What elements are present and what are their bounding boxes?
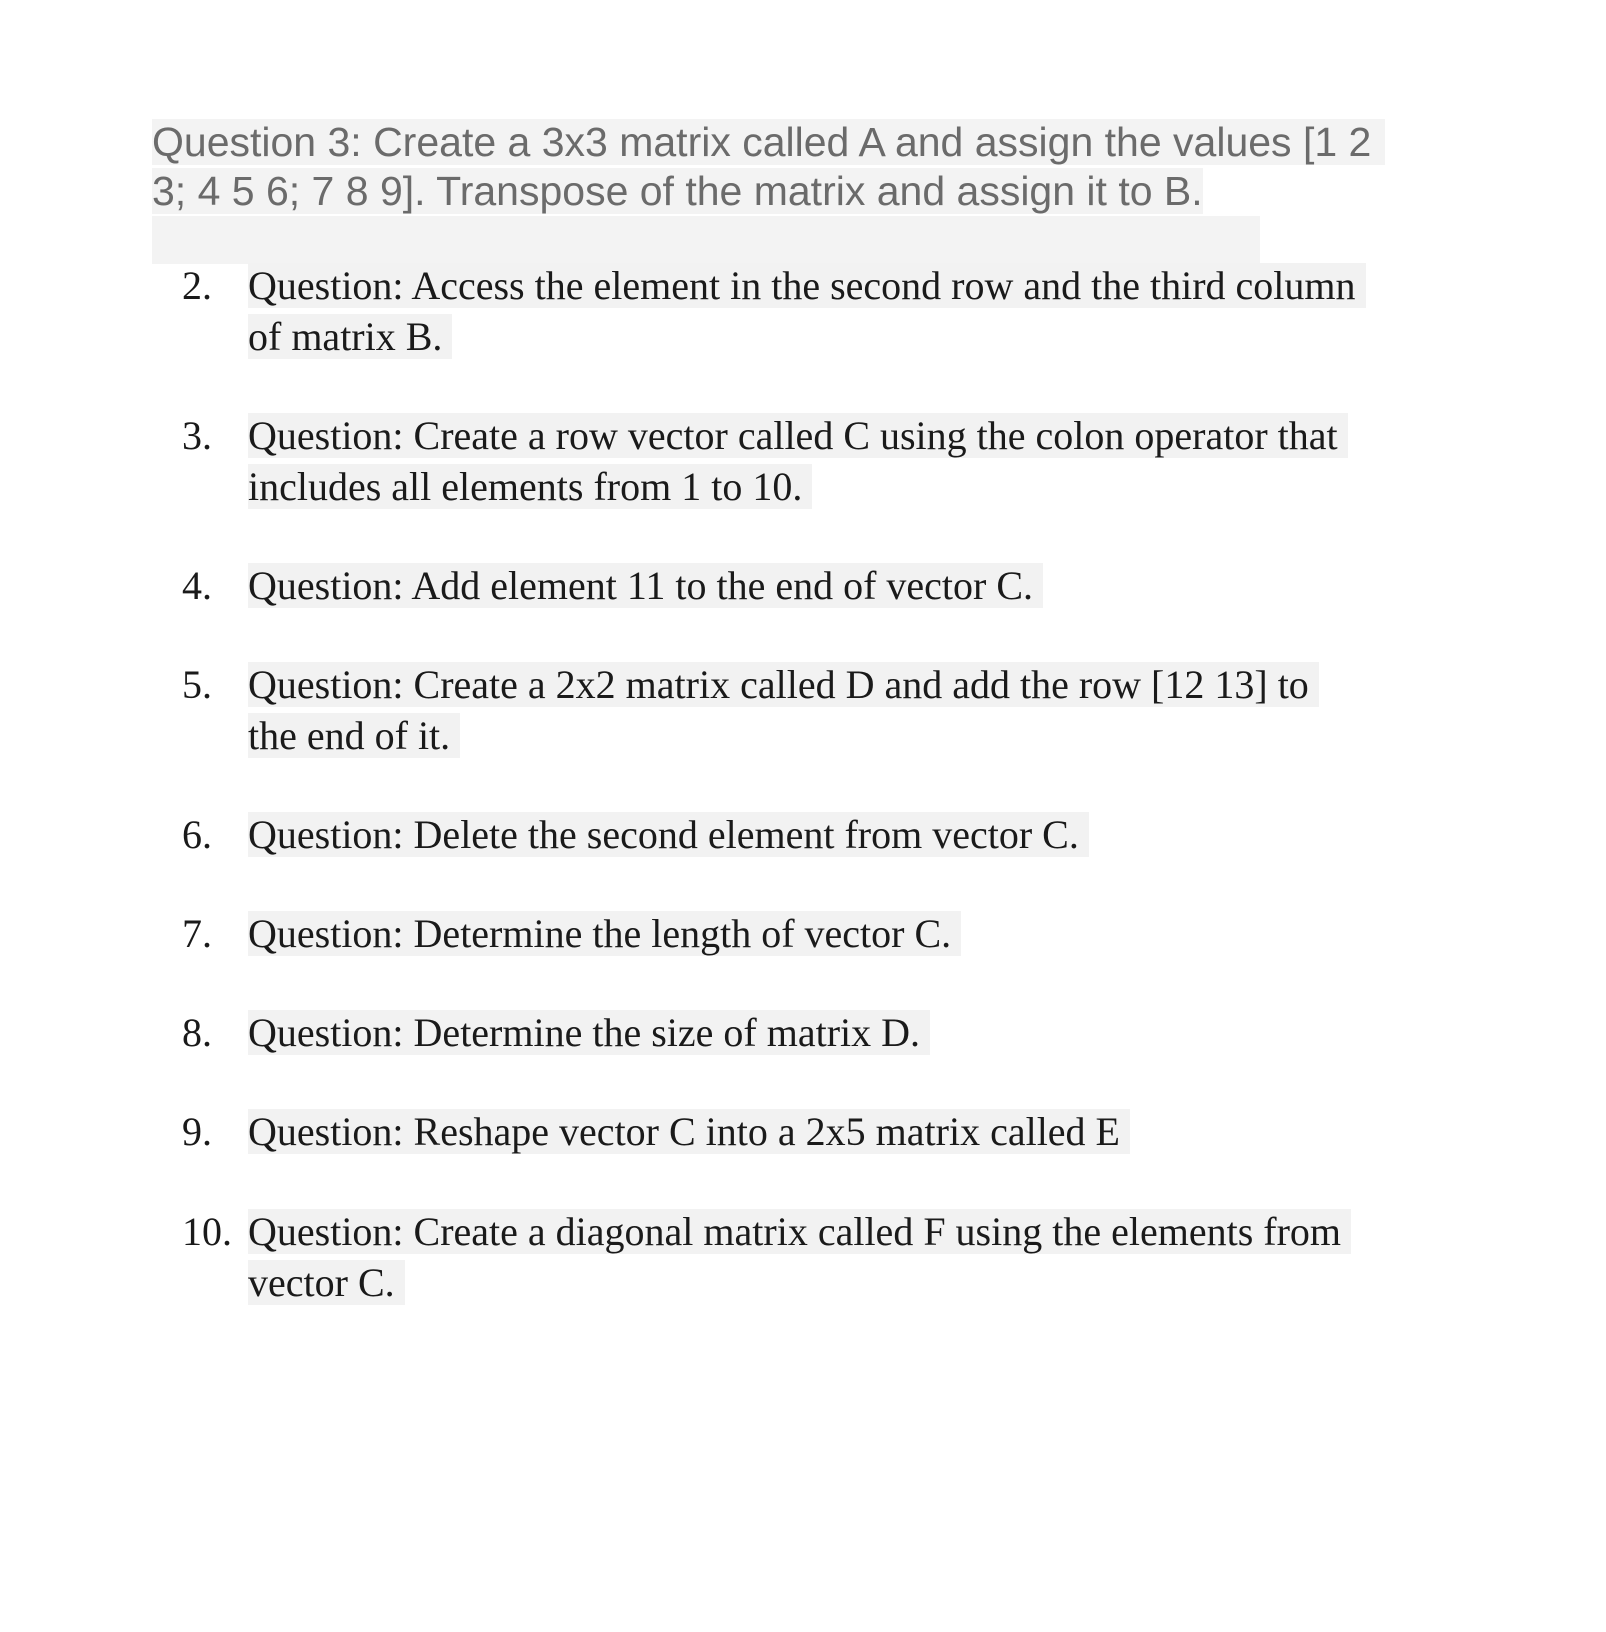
list-item-text: Question: Add element 11 to the end of vector C. [248, 560, 1043, 611]
header-line-2: 3; 4 5 6; 7 8 9]. Transpose of the matrix and assign it to B. [152, 168, 1203, 214]
list-item-number: 7. [182, 911, 212, 956]
list-item-text: Question: Determine the size of matrix D. [248, 1007, 930, 1058]
list-item-number: 3. [182, 413, 212, 458]
list-item-text: Question: Create a row vector called C using the colon operator that includes all elements from 1 to 10. [248, 410, 1348, 512]
list-item-text: Question: Determine the length of vector C. [248, 908, 961, 959]
list-item-text: Question: Create a 2x2 matrix called D and add the row [12 13] to the end of it. [248, 659, 1319, 761]
list-item-text: Question: Reshape vector C into a 2x5 matrix called E [248, 1106, 1130, 1157]
list-item-number: 2. [182, 263, 212, 308]
list-item-text: Question: Delete the second element from vector C. [248, 809, 1089, 860]
list-item-text: Question: Create a diagonal matrix called F using the elements from vector C. [248, 1206, 1351, 1308]
list-item-number: 6. [182, 812, 212, 857]
list-item-text: Question: Access the element in the second row and the third column of matrix B. [248, 260, 1366, 362]
list-item-number: 9. [182, 1109, 212, 1154]
list-item-number: 10. [182, 1209, 232, 1254]
header-highlight-pad [152, 216, 1260, 264]
list-item-number: 4. [182, 563, 212, 608]
list-item-number: 8. [182, 1010, 212, 1055]
header-line-1: Question 3: Create a 3x3 matrix called A and assign the values [1 2 [152, 118, 1442, 167]
question-3-header [152, 118, 1442, 264]
list-item-number: 5. [182, 662, 212, 707]
